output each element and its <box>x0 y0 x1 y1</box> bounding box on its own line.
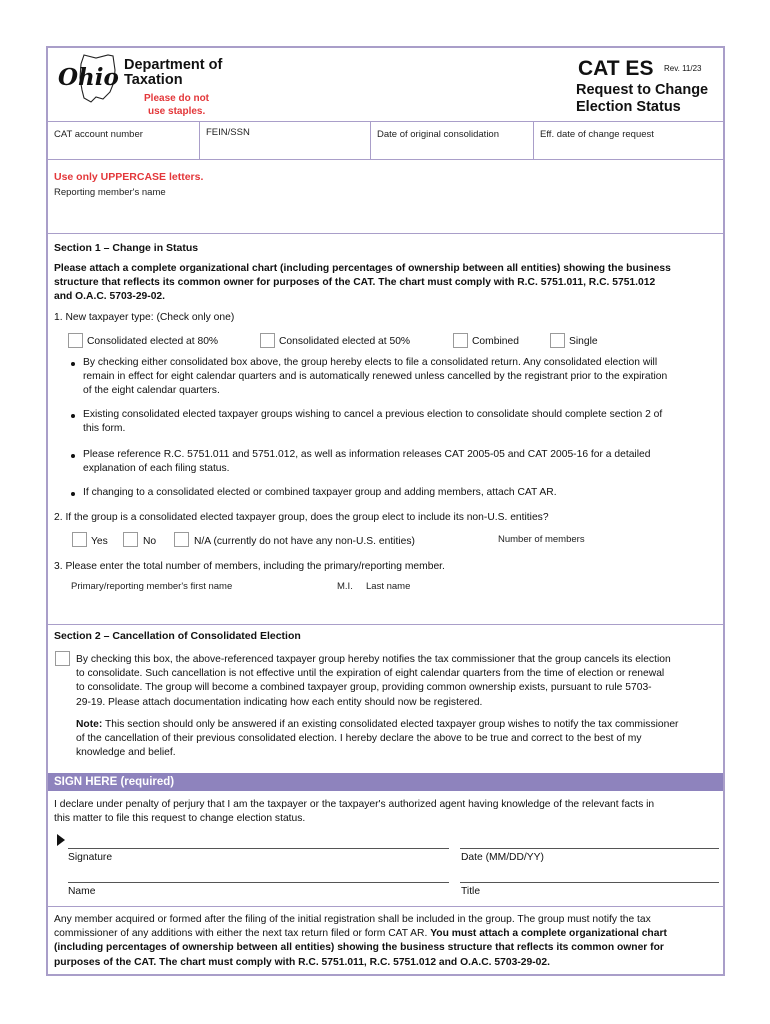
ohio-state-outline-icon <box>56 52 126 104</box>
date-label: Date (MM/DD/YY) <box>461 852 544 863</box>
non-us-na-label: N/A (currently do not have any non-U.S. entities) <box>194 536 415 547</box>
non-us-yes-label: Yes <box>91 536 108 547</box>
title-label: Title <box>461 886 481 897</box>
department-name: Department of Taxation <box>124 57 223 88</box>
effective-date-label: Eff. date of change request <box>540 129 654 140</box>
section2-paragraph: By checking this box, the above-referenced taxpayer group hereby notifies the tax commissioner that the group cancels its election to consolidate. Such cancellation is not effective until the expiration of eight calendar quarters from the time of election or renewal to consolidate. The group will become a combined taxpayer group, providing common ownership exists, pursuant to rule 5703- 29-19. Please attach documentation indicating how each entity should now be registered. <box>76 654 671 708</box>
number-of-members-field[interactable] <box>496 546 666 560</box>
single-checkbox[interactable] <box>550 333 565 348</box>
svg-text:Ohio: Ohio <box>58 64 119 91</box>
fein-ssn-field[interactable] <box>201 141 368 157</box>
name-label: Name <box>68 886 96 897</box>
non-us-no-checkbox[interactable] <box>123 532 138 547</box>
signature-field[interactable] <box>68 830 449 847</box>
uppercase-note: Use only UPPERCASE letters. <box>54 171 204 183</box>
perjury-declaration: I declare under penalty of perjury that I am the taxpayer or the taxpayer's authorized agent having knowledge of the relevant facts in this matter to file this request to change election status. <box>54 799 655 825</box>
form-title: Request to Change Election Status <box>576 82 709 115</box>
combined-checkbox[interactable] <box>453 333 468 348</box>
single-label: Single <box>569 336 598 347</box>
bullet-icon <box>71 492 75 496</box>
combined-label: Combined <box>472 336 519 347</box>
non-us-na-checkbox[interactable] <box>174 532 189 547</box>
bullet-text-4: If changing to a consolidated elected or combined taxpayer group and adding members, attach CAT AR. <box>83 487 557 498</box>
consolidated-50-label: Consolidated elected at 50% <box>279 336 411 347</box>
bullet-icon <box>71 454 75 458</box>
cancel-election-checkbox[interactable] <box>55 651 70 666</box>
last-name-field[interactable] <box>364 594 720 618</box>
number-of-members-label: Number of members <box>498 534 585 545</box>
form-code: CAT ES <box>578 57 654 80</box>
bullet-text-3: Please reference R.C. 5751.011 and 5751.012, as well as information releases CAT 2005-05 and CAT 2005-16 for a detailed explanation of each filing status. <box>83 449 651 475</box>
middle-initial-field[interactable] <box>335 594 361 618</box>
cat-account-number-field[interactable] <box>50 141 197 157</box>
signature-label: Signature <box>68 852 113 863</box>
staples-note: Please do not use staples. <box>144 93 210 117</box>
reporting-member-name-field[interactable] <box>52 200 722 230</box>
bullet-icon <box>71 414 75 418</box>
bullet-icon <box>71 362 75 366</box>
sign-here-banner: SIGN HERE (required) <box>48 773 723 791</box>
bullet-text-2: Existing consolidated elected taxpayer groups wishing to cancel a previous election to consolidate should complete section 2 of this form. <box>83 409 663 435</box>
original-consolidation-date-label: Date of original consolidation <box>377 129 499 140</box>
consolidated-80-checkbox[interactable] <box>68 333 83 348</box>
non-us-no-label: No <box>143 536 157 547</box>
date-field[interactable] <box>460 830 719 847</box>
fein-ssn-label: FEIN/SSN <box>206 127 250 138</box>
ohio-logo <box>56 52 126 104</box>
section1-instructions: Please attach a complete organizational chart (including percentages of ownership between all entities) showing the business structure that reflects its common owner for purposes of the CAT. The chart must comply with R.C. 5751.011, R.C. 5751.012 and O.A.C. 5703-29-02. <box>54 263 671 303</box>
question-3: 3. Please enter the total number of members, including the primary/reporting member. <box>54 561 445 572</box>
middle-initial-label: M.I. <box>337 581 353 592</box>
first-name-label: Primary/reporting member's first name <box>71 581 233 592</box>
bullet-text-1: By checking either consolidated box above, the group hereby elects to file a consolidated return. Any consolidated election will remain in effect for eight calendar quarters and is automatically renewed unless cancelled by the registrant prior to the expiration of the eight calendar quarters. <box>83 357 668 397</box>
consolidated-80-label: Consolidated elected at 80% <box>87 336 219 347</box>
section2-note: Note: This section should only be answered if an existing consolidated elected taxpayer group wishes to notify the tax commissioner of the cancellation of their previous consolidated election. I hereby declare the above to be true and correct to the best of my knowledge and belief. <box>76 719 679 759</box>
non-us-yes-checkbox[interactable] <box>72 532 87 547</box>
section2-heading: Section 2 – Cancellation of Consolidated Election <box>54 630 301 642</box>
effective-date-field[interactable] <box>535 141 723 157</box>
title-field[interactable] <box>460 865 719 881</box>
consolidated-50-checkbox[interactable] <box>260 333 275 348</box>
original-consolidation-date-field[interactable] <box>372 141 531 157</box>
name-field[interactable] <box>68 865 449 881</box>
cat-account-number-label: CAT account number <box>54 129 143 140</box>
footer-notice: Any member acquired or formed after the filing of the initial registration shall be included in the group. The group must notify the tax commissioner of any additions with either the next tax return filed or form CAT AR. You must attach a complete organizational chart (including percentages of ownership between all entities) showing the business structure that reflects its common owner for purposes of the CAT. The chart must comply with R.C. 5751.011, R.C. 5751.012 and O.A.C. 5703-29-02. <box>54 914 667 968</box>
question-1: 1. New taxpayer type: (Check only one) <box>54 312 235 323</box>
revision: Rev. 11/23 <box>664 64 702 73</box>
cat-es-form <box>46 46 725 976</box>
reporting-member-name-label: Reporting member's name <box>54 187 166 198</box>
sign-arrow-icon <box>57 834 65 846</box>
section1-heading: Section 1 – Change in Status <box>54 242 199 254</box>
last-name-label: Last name <box>366 581 411 592</box>
first-name-field[interactable] <box>70 594 330 618</box>
question-2: 2. If the group is a consolidated elected taxpayer group, does the group elect to include its non-U.S. entities? <box>54 512 549 523</box>
